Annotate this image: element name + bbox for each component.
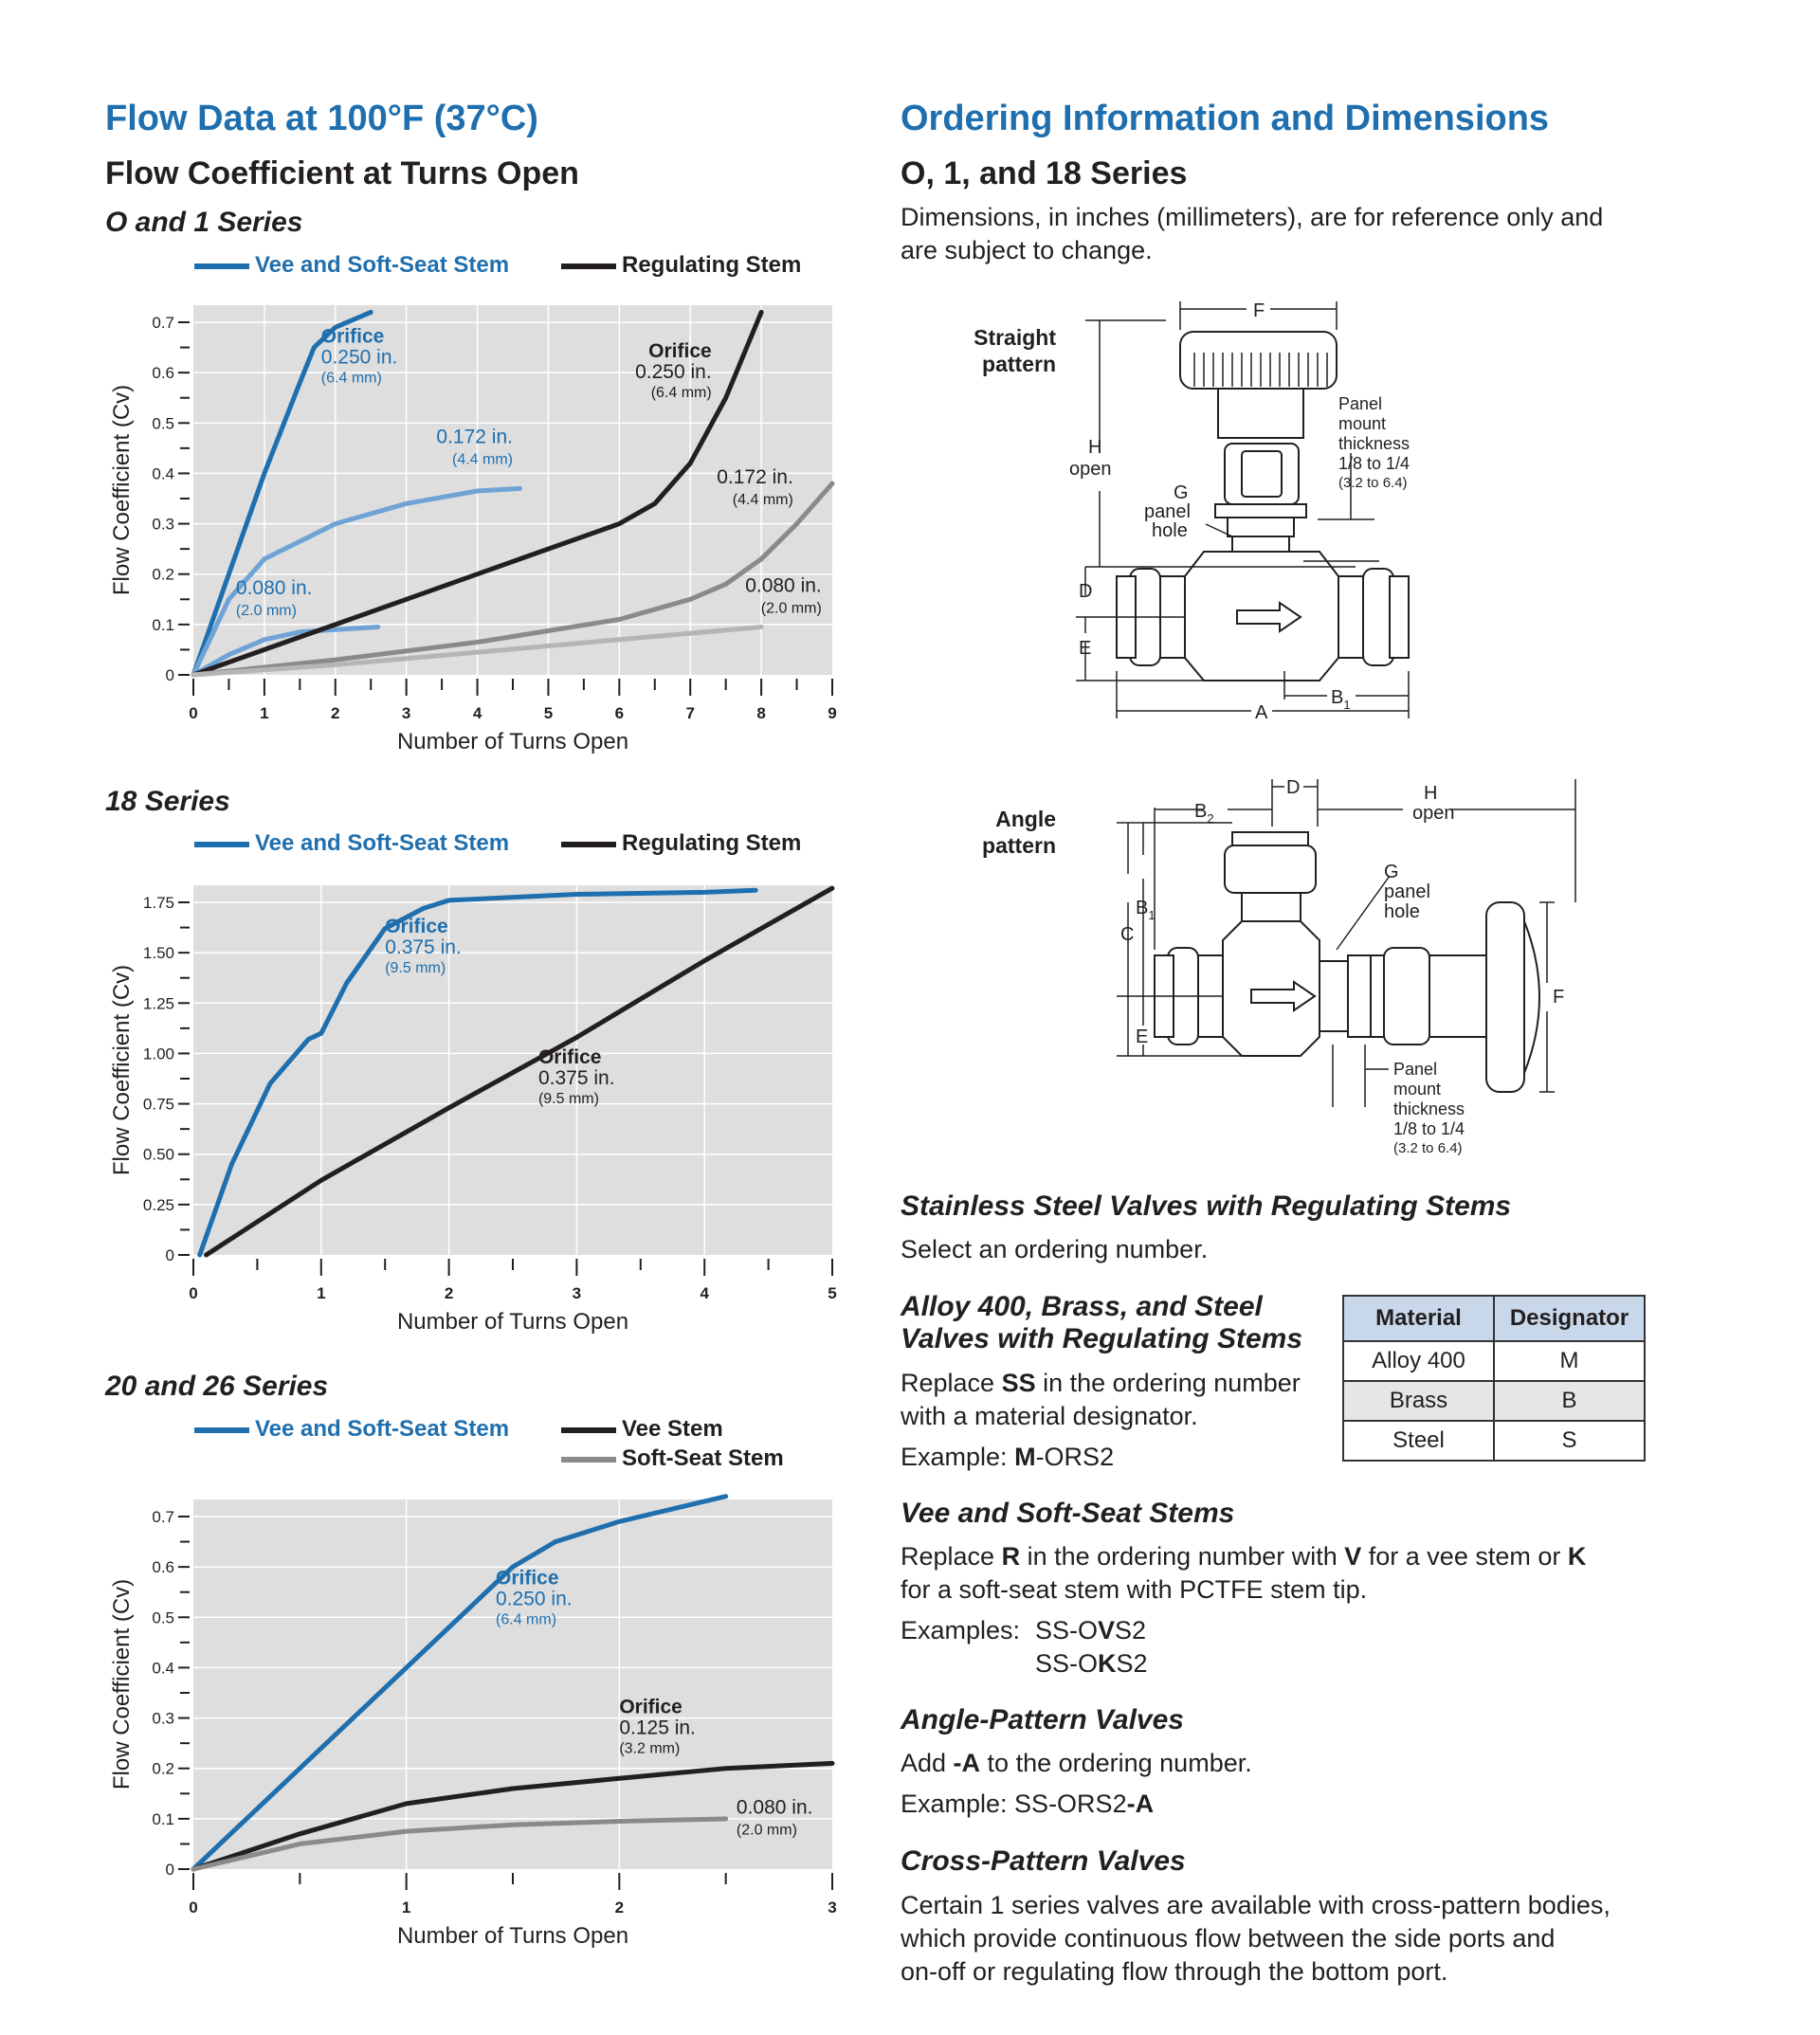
handle-knob — [1486, 902, 1524, 1092]
legend-vee-soft-seat — [194, 252, 509, 279]
legend-vee-soft-seat — [194, 1416, 509, 1443]
y-tick-label: 0.4 — [152, 464, 174, 483]
y-axis-label: Flow Coefficient (Cv) — [109, 964, 135, 1176]
dim-b2-label: $B_2$ — [1194, 801, 1214, 826]
x-tick-label: 1 — [260, 704, 269, 722]
table-cell: S — [1494, 1421, 1645, 1461]
y-tick-label: 0.25 — [142, 1195, 174, 1214]
flow-coefficient-subtitle: Flow Coefficient at Turns Open — [105, 155, 579, 191]
data-label: 0.080 in. (2.0 mm) — [745, 574, 822, 617]
data-label: 0.172 in. (4.4 mm) — [436, 426, 513, 468]
alloy-heading — [901, 1291, 1302, 1355]
dim-b1-label: $B_1$ — [1331, 687, 1351, 712]
dim-f-label: F — [1253, 300, 1265, 321]
dim-e-label: E — [1136, 1027, 1149, 1047]
y-tick-label: 0.1 — [152, 1809, 174, 1828]
legend-regulating — [561, 830, 801, 857]
heading-line: Valves with Regulating Stems — [901, 1323, 1302, 1354]
legend-label: Vee Stem — [622, 1416, 723, 1442]
o-and-1-series-heading: O and 1 Series — [105, 207, 303, 238]
y-tick-label: 0 — [165, 1246, 174, 1264]
x-tick-label: 3 — [828, 1899, 837, 1917]
dim-b1-label: $B_1$ — [1136, 898, 1156, 922]
table-row — [1343, 1381, 1645, 1421]
flow-data-title: Flow Data at 100°F (37°C) — [105, 99, 538, 138]
legend-regulating — [561, 252, 801, 279]
angle-pattern-heading: Angle-Pattern Valves — [901, 1704, 1184, 1735]
vee-example-2: SS-OKS2 — [1035, 1649, 1148, 1678]
y-tick-label: 0.7 — [152, 314, 174, 332]
dim-d-label: D — [1079, 581, 1093, 602]
legend-swatch — [561, 263, 616, 269]
label-line: pattern — [982, 352, 1056, 376]
cross-text-line: Certain 1 series valves are available with cross-pattern bodies, — [901, 1891, 1611, 1919]
panel-mount-line: (3.2 to 6.4) — [1393, 1140, 1463, 1156]
legend-swatch — [194, 1427, 249, 1433]
y-tick-label: 0 — [165, 1861, 174, 1879]
data-label: 0.080 in. (2.0 mm) — [235, 576, 313, 619]
dim-panel-label: panel — [1144, 501, 1191, 522]
dim-panel-label: panel — [1384, 881, 1430, 902]
x-tick-label: 9 — [828, 704, 837, 722]
table-cell: Brass — [1343, 1381, 1494, 1421]
y-tick-label: 0.4 — [152, 1659, 174, 1678]
dim-open-label: open — [1069, 459, 1112, 480]
y-tick-label: 0.2 — [152, 1759, 174, 1778]
alloy-text-line: with a material designator. — [901, 1402, 1198, 1430]
cross-pattern-text — [901, 1889, 1611, 1989]
vee-examples: Examples: SS-OVS2 — [901, 1616, 1147, 1644]
x-tick-label: 5 — [828, 1284, 837, 1302]
dim-open-label: open — [1412, 803, 1455, 824]
x-tick-label: 1 — [317, 1284, 326, 1302]
y-axis-label: Flow Coefficient (Cv) — [109, 384, 135, 596]
dim-f-label: F — [1553, 987, 1565, 1008]
angle-pattern-label — [957, 806, 1056, 859]
panel-mount-line: thickness — [1338, 434, 1410, 453]
table-cell: Alloy 400 — [1343, 1341, 1494, 1381]
series-subtitle: O, 1, and 18 Series — [901, 155, 1188, 191]
x-tick-label: 2 — [331, 704, 340, 722]
x-tick-label: 0 — [189, 1284, 198, 1302]
ss-regulating-heading: Stainless Steel Valves with Regulating Stems — [901, 1190, 1512, 1222]
ss-regulating-text: Select an ordering number. — [901, 1235, 1209, 1263]
legend-soft-seat-stem — [561, 1445, 784, 1472]
straight-pattern-label — [957, 324, 1056, 377]
x-axis-label: Number of Turns Open — [396, 1923, 629, 1949]
dimensions-note-line: Dimensions, in inches (millimeters), are for reference only and — [901, 203, 1604, 231]
data-label: Orifice 0.250 in. (6.4 mm) — [635, 340, 712, 402]
18-series-heading: 18 Series — [105, 786, 230, 817]
alloy-text — [901, 1367, 1301, 1474]
vee-soft-seat-heading: Vee and Soft-Seat Stems — [901, 1498, 1235, 1529]
legend-swatch — [561, 1427, 616, 1433]
20-and-26-series-heading: 20 and 26 Series — [105, 1371, 329, 1402]
legend-vee-stem — [561, 1416, 723, 1443]
heading-line: Alloy 400, Brass, and Steel — [901, 1291, 1263, 1322]
y-tick-label: 0.7 — [152, 1508, 174, 1526]
y-tick-label: 1.00 — [142, 1045, 174, 1063]
x-tick-label: 1 — [401, 1899, 411, 1917]
data-label: Orifice 0.125 in. (3.2 mm) — [619, 1696, 696, 1757]
x-tick-label: 2 — [614, 1899, 625, 1917]
data-label: 0.172 in. (4.4 mm) — [717, 466, 793, 509]
y-tick-label: 1.25 — [142, 994, 174, 1013]
table-header-row — [1343, 1296, 1645, 1341]
table-cell: M — [1494, 1341, 1645, 1381]
y-tick-label: 0 — [165, 666, 174, 684]
dim-g-label: G — [1384, 862, 1399, 882]
x-tick-label: 2 — [444, 1284, 454, 1302]
material-designator-table — [1342, 1295, 1646, 1462]
panel-mount-line: (3.2 to 6.4) — [1338, 475, 1408, 491]
table-header: Material — [1343, 1296, 1494, 1341]
y-tick-label: 1.75 — [142, 894, 174, 912]
table-row — [1343, 1421, 1645, 1461]
x-axis-label: Number of Turns Open — [396, 1309, 629, 1335]
panel-mount-line: Panel — [1393, 1060, 1438, 1079]
angle-example: Example: SS-ORS2-A — [901, 1790, 1155, 1818]
legend-vee-soft-seat — [194, 830, 509, 857]
data-label: Orifice 0.250 in. (6.4 mm) — [496, 1567, 573, 1628]
x-tick-label: 0 — [189, 704, 198, 722]
cross-text-line: on-off or regulating flow through the bottom port. — [901, 1957, 1448, 1986]
legend-label: Regulating Stem — [622, 252, 802, 278]
x-tick-label: 3 — [572, 1284, 582, 1302]
legend-swatch — [561, 842, 616, 847]
y-tick-label: 0.3 — [152, 1709, 174, 1728]
chart-20-and-26-series — [95, 1479, 853, 1953]
y-tick-label: 0.5 — [152, 414, 174, 433]
dim-d-label: D — [1286, 777, 1301, 798]
table-cell: B — [1494, 1381, 1645, 1421]
vee-soft-seat-text — [901, 1540, 1586, 1681]
straight-pattern-drawing — [1052, 292, 1488, 728]
x-tick-label: 4 — [472, 704, 482, 722]
data-label: Orifice 0.375 in. (9.5 mm) — [537, 1046, 615, 1108]
dim-h-label: H — [1424, 783, 1438, 804]
table-row — [1343, 1341, 1645, 1381]
cross-text-line: which provide continuous flow between the side ports and — [901, 1924, 1556, 1953]
y-tick-label: 0.2 — [152, 565, 174, 584]
angle-pattern-text — [901, 1747, 1252, 1821]
panel-mount-line: thickness — [1393, 1099, 1465, 1118]
data-label: 0.080 in. (2.0 mm) — [736, 1796, 813, 1839]
table-header: Designator — [1494, 1296, 1645, 1341]
y-tick-label: 0.5 — [152, 1608, 174, 1627]
ordering-info-title: Ordering Information and Dimensions — [901, 99, 1550, 138]
data-label: Orifice 0.375 in. (9.5 mm) — [385, 915, 462, 976]
x-tick-label: 3 — [401, 704, 411, 722]
y-tick-label: 0.3 — [152, 515, 174, 534]
dimensions-note-line: are subject to change. — [901, 236, 1153, 264]
x-tick-label: 4 — [700, 1284, 709, 1302]
x-tick-label: 6 — [614, 704, 625, 722]
chart-18-series — [95, 864, 853, 1338]
label-line: Angle — [995, 807, 1056, 831]
dim-g-label: G — [1174, 482, 1189, 503]
panel-mount-line: mount — [1338, 414, 1387, 433]
x-axis-label: Number of Turns Open — [396, 729, 629, 754]
chart-o-and-1-series — [95, 284, 853, 758]
dim-hole-label: hole — [1152, 520, 1188, 541]
vee-text-line: Replace R in the ordering number with V for a vee stem or K — [901, 1542, 1587, 1571]
legend-swatch — [194, 263, 249, 269]
vee-text-line: for a soft-seat stem with PCTFE stem tip. — [901, 1575, 1368, 1604]
y-tick-label: 0.50 — [142, 1145, 174, 1164]
legend-label: Vee and Soft-Seat Stem — [255, 830, 510, 856]
angle-text-line: Add -A to the ordering number. — [901, 1749, 1252, 1777]
dim-h-label: H — [1088, 437, 1102, 458]
x-tick-label: 8 — [756, 704, 766, 722]
dim-e-label: E — [1079, 638, 1092, 659]
angle-pattern-drawing — [1052, 770, 1583, 1168]
table-cell: Steel — [1343, 1421, 1494, 1461]
cross-pattern-heading: Cross-Pattern Valves — [901, 1845, 1186, 1877]
x-tick-label: 7 — [685, 704, 695, 722]
x-tick-label: 0 — [189, 1899, 198, 1917]
legend-label: Soft-Seat Stem — [622, 1445, 784, 1471]
y-tick-label: 0.75 — [142, 1095, 174, 1114]
panel-mount-line: 1/8 to 1/4 — [1393, 1119, 1465, 1138]
dim-hole-label: hole — [1384, 901, 1420, 922]
stem-housing — [1218, 389, 1303, 438]
panel-mount-line: Panel — [1338, 394, 1383, 413]
dimensions-note — [901, 201, 1603, 267]
label-line: Straight — [974, 325, 1056, 350]
label-line: pattern — [982, 833, 1056, 858]
alloy-example: Example: M-ORS2 — [901, 1443, 1115, 1471]
panel-mount-line: 1/8 to 1/4 — [1338, 454, 1410, 473]
y-tick-label: 0.6 — [152, 364, 174, 383]
legend-swatch — [194, 842, 249, 847]
alloy-text-line: Replace SS in the ordering number — [901, 1369, 1301, 1397]
panel-mount-line: mount — [1393, 1080, 1442, 1099]
y-axis-label: Flow Coefficient (Cv) — [109, 1578, 135, 1790]
data-label: Orifice 0.250 in. (6.4 mm) — [320, 325, 398, 387]
x-tick-label: 5 — [543, 704, 554, 722]
y-tick-label: 0.6 — [152, 1558, 174, 1577]
dim-c-label: C — [1120, 924, 1135, 945]
y-tick-label: 0.1 — [152, 615, 174, 634]
legend-label: Vee and Soft-Seat Stem — [255, 252, 510, 278]
y-tick-label: 1.50 — [142, 944, 174, 963]
legend-label: Vee and Soft-Seat Stem — [255, 1416, 510, 1442]
legend-label: Regulating Stem — [622, 830, 802, 856]
legend-swatch — [561, 1457, 616, 1463]
dim-a-label: A — [1255, 702, 1268, 723]
